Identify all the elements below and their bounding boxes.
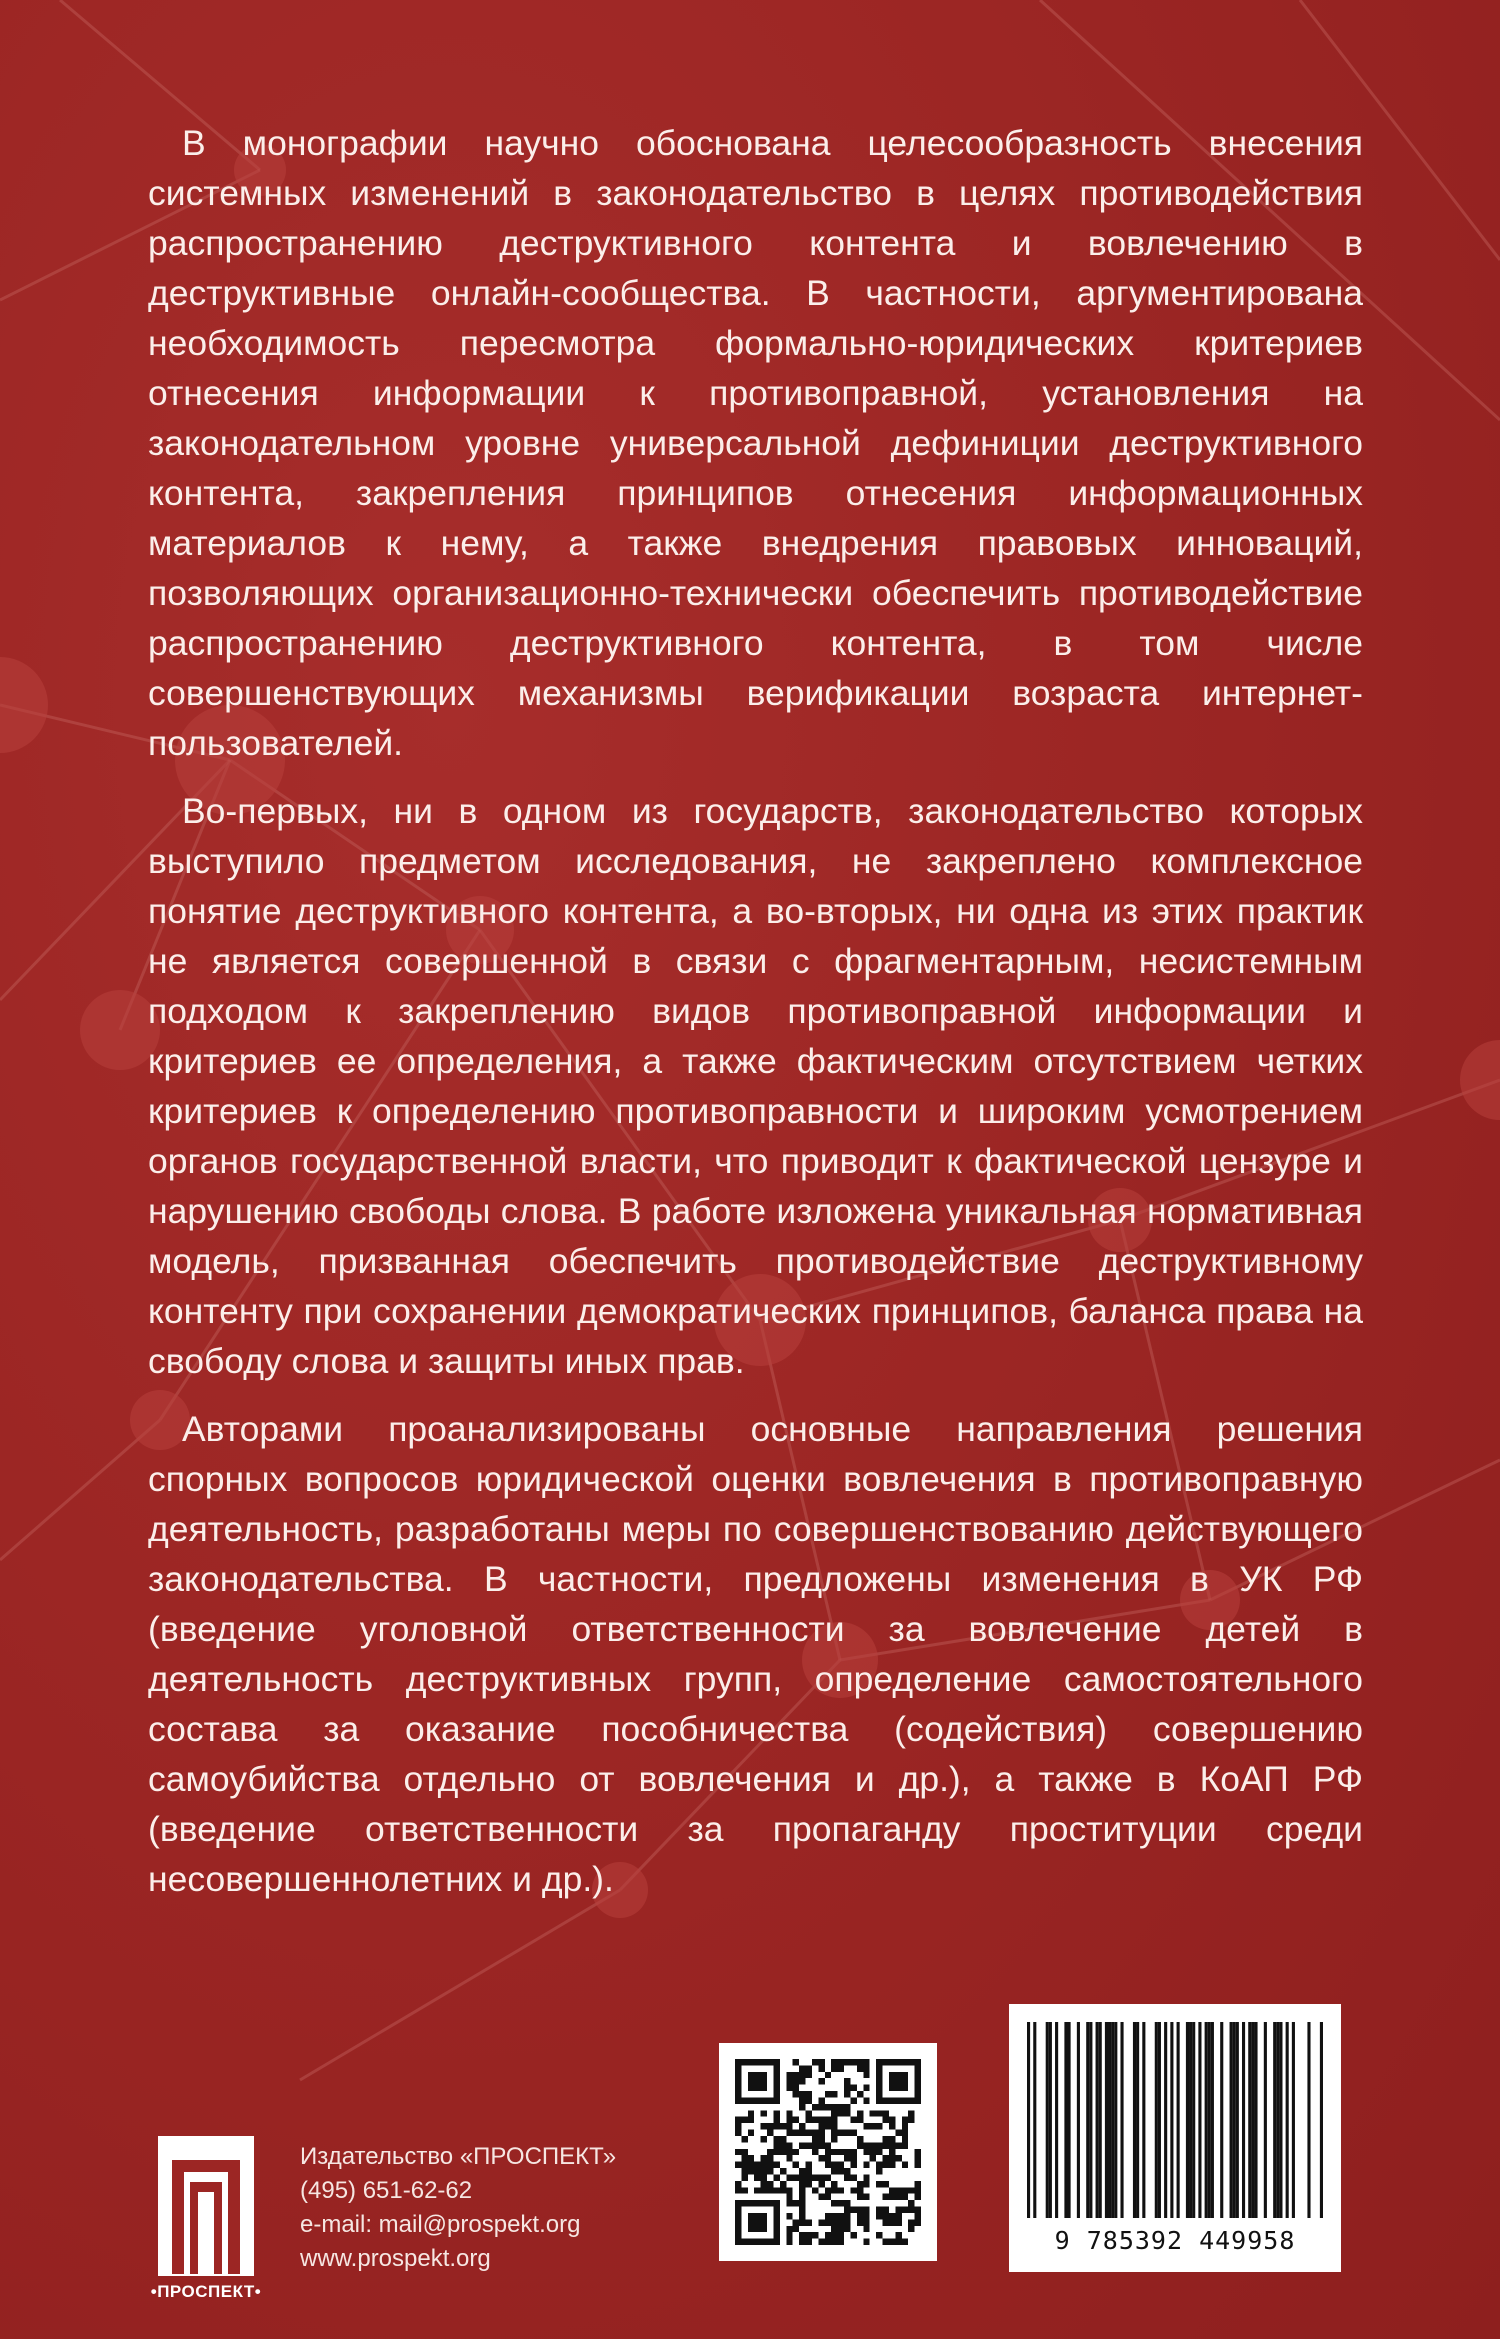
publisher-name: Издательство «ПРОСПЕКТ»	[300, 2143, 617, 2170]
logo-frame	[158, 2136, 254, 2276]
annotation-paragraph-2: Во-первых, ни в одном из государств, законодательство которых выступило предметом исследования, не закреплено комплексное понятие деструктивного контента, а во-вторых, ни одна из этих практик не является совершенной в связи с фрагментарным, несистемным подходом к закреплению видов противоправной информации и критериев ее определения, а также фактическим отсутствием четких критериев к определению противоправности и широким усмотрением органов государственной власти, что приводит к фактической цензуре и нарушению свободы слова. В работе изложена уникальная нормативная модель, призванная обеспечить противодействие деструктивному контенту при сохранении демократических принципов, баланса права на свободу слова и защиты иных прав.	[148, 791, 1363, 1381]
qr-code	[719, 2043, 937, 2261]
qr-code-icon	[735, 2059, 921, 2245]
isbn-number: 9 785392 449958	[1054, 2226, 1296, 2255]
publisher-phone: (495) 651-62-62	[300, 2177, 473, 2204]
annotation-text	[148, 118, 1363, 1922]
publisher-info	[300, 2140, 616, 2276]
annotation-paragraph-1: В монографии научно обоснована целесообразность внесения системных изменений в законодательство в целях противодействия распространению деструктивного контента и вовлечению в деструктивные онлайн-сообщества. В частности, аргументирована необходимость пересмотра формально-юридических критериев отнесения информации к противоправной, установления на законодательном уровне универсальной дефиниции деструктивного контента, закрепления принципов отнесения информационных материалов к нему, а также внедрения правовых инноваций, позволяющих организационно-технически обеспечить противодействие распространению деструктивного контента, в том числе совершенствующих механизмы верификации возраста интернет-пользователей.	[148, 123, 1363, 763]
isbn-barcode	[1009, 2004, 1341, 2272]
logo-label: •ПРОСПЕКТ•	[150, 2282, 262, 2301]
publisher-website: www.prospekt.org	[300, 2245, 491, 2272]
annotation-paragraph-3: Авторами проанализированы основные направления решения спорных вопросов юридической оценки вовлечения в противоправную деятельность, разработаны меры по совершенствованию действующего законодательства. В частности, предложены изменения в УК РФ (введение уголовной ответственности за вовлечение детей в деятельность деструктивных групп, определение самостоятельного состава за оказание пособничества (содействия) совершению самоубийства отдельно от вовлечения и др.), а также в КоАП РФ (введение ответственности за пропаганду проституции среди несовершеннолетних и др.).	[148, 1409, 1363, 1899]
barcode-icon	[1027, 2022, 1323, 2218]
publisher-email: e-mail: mail@prospekt.org	[300, 2211, 581, 2238]
logo-arch-icon	[158, 2136, 254, 2276]
publisher-logo	[140, 2136, 272, 2310]
